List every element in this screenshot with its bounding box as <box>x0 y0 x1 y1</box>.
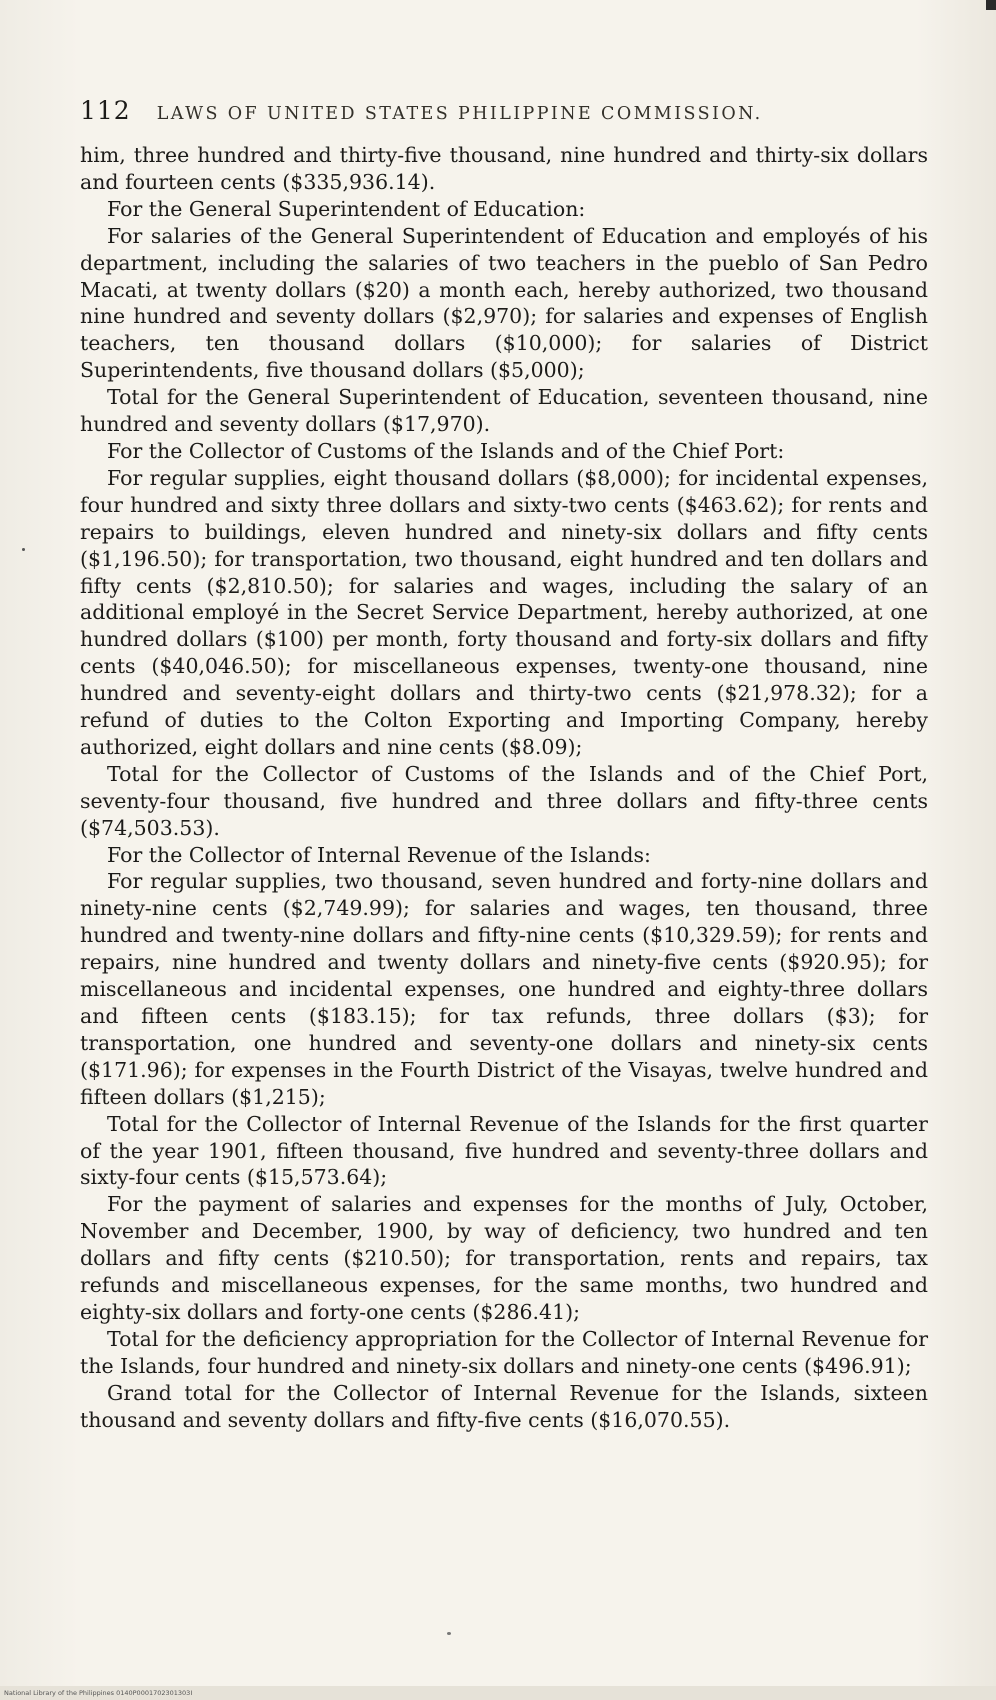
body-text <box>80 142 928 1434</box>
total-paragraph: Total for the Collector of Internal Revenue of the Islands for the first quarter of the year 1901, fifteen thousand, five hundred and seventy-three dollars and sixty-four cents ($15,573.64); <box>80 1111 928 1190</box>
grand-total-paragraph: Grand total for the Collector of Internal Revenue for the Islands, sixteen thousand and seventy dollars and fifty-five cents ($16,070.55). <box>80 1380 928 1432</box>
scan-speck <box>22 548 25 551</box>
section-heading: For the Collector of Customs of the Islands and of the Chief Port: <box>107 438 785 463</box>
section-heading: For the General Superintendent of Education: <box>107 196 586 221</box>
paragraph: For regular supplies, two thousand, seven hundred and forty-nine dollars and ninety-nine cents ($2,749.99); for salaries and wages, ten thousand, three hundred and twenty-nine dollars and fifty-nine cents ($10,329.59); for rents and repairs, nine hundred and twenty dollars and ninety-five cents ($920.95); for miscellaneous and incidental expenses, one hundred and eighty-three dollars and fifteen cents ($183.15); for tax refunds, three dollars ($3); for transportation, one hundred and seventy-one dollars and ninety-six cents ($171.96); for expenses in the Fourth District of the Visayas, twelve hundred and fifteen dollars ($1,215); <box>80 869 928 1109</box>
scan-edge-mark <box>986 0 996 10</box>
library-imprint: National Library of the Philippines 0140P0001702301303I <box>4 1689 193 1697</box>
paragraph: him, three hundred and thirty-five thousand, nine hundred and thirty-six dollars and fourteen cents ($335,936.14). <box>80 143 928 194</box>
running-head: LAWS OF UNITED STATES PHILIPPINE COMMISSION. <box>156 104 763 124</box>
section-heading: For the Collector of Internal Revenue of the Islands: <box>107 842 651 867</box>
total-paragraph: Total for the General Superintendent of Education, seventeen thousand, nine hundred and seventy dollars ($17,970). <box>80 385 928 437</box>
page-number: 112 <box>80 96 131 125</box>
total-paragraph: Total for the Collector of Customs of the Islands and of the Chief Port, seventy-four thousand, five hundred and three dollars and fifty-three cents ($74,503.53). <box>80 761 928 840</box>
scan-speck <box>447 1632 451 1635</box>
paragraph: For salaries of the General Superintendent of Education and employés of his department, including the salaries of two teachers in the pueblo of San Pedro Macati, at twenty dollars ($20) a month each, hereby authorized, two thousand nine hundred and seventy dollars ($2,970); for salaries and expenses of English teachers, ten thousand dollars ($10,000); for salaries of District Superintendents, five thousand dollars ($5,000); <box>80 223 928 383</box>
total-paragraph: Total for the deficiency appropriation for the Collector of Internal Revenue for the Islands, four hundred and ninety-six dollars and ninety-one cents ($496.91); <box>80 1326 928 1378</box>
page-header <box>80 96 940 125</box>
paragraph: For the payment of salaries and expenses for the months of July, October, November and December, 1900, by way of deficiency, two hundred and ten dollars and fifty cents ($210.50); for transportation, rents and repairs, tax refunds and miscellaneous expenses, for the same months, two hundred and eighty-six dollars and forty-one cents ($286.41); <box>80 1192 928 1324</box>
paragraph: For regular supplies, eight thousand dollars ($8,000); for incidental expenses, four hundred and sixty three dollars and sixty-two cents ($463.62); for rents and repairs to buildings, eleven hundred and ninety-six dollars and fifty cents ($1,196.50); for transportation, two thousand, eight hundred and ten dollars and fifty cents ($2,810.50); for salaries and wages, including the salary of an additional employé in the Secret Service Department, hereby authorized, at one hundred dollars ($100) per month, forty thousand and forty-six dollars and fifty cents ($40,046.50); for miscellaneous expenses, twenty-one thousand, nine hundred and seventy-eight dollars and thirty-two cents ($21,978.32); for a refund of duties to the Colton Exporting and Importing Company, hereby authorized, eight dollars and nine cents ($8.09); <box>80 465 928 759</box>
